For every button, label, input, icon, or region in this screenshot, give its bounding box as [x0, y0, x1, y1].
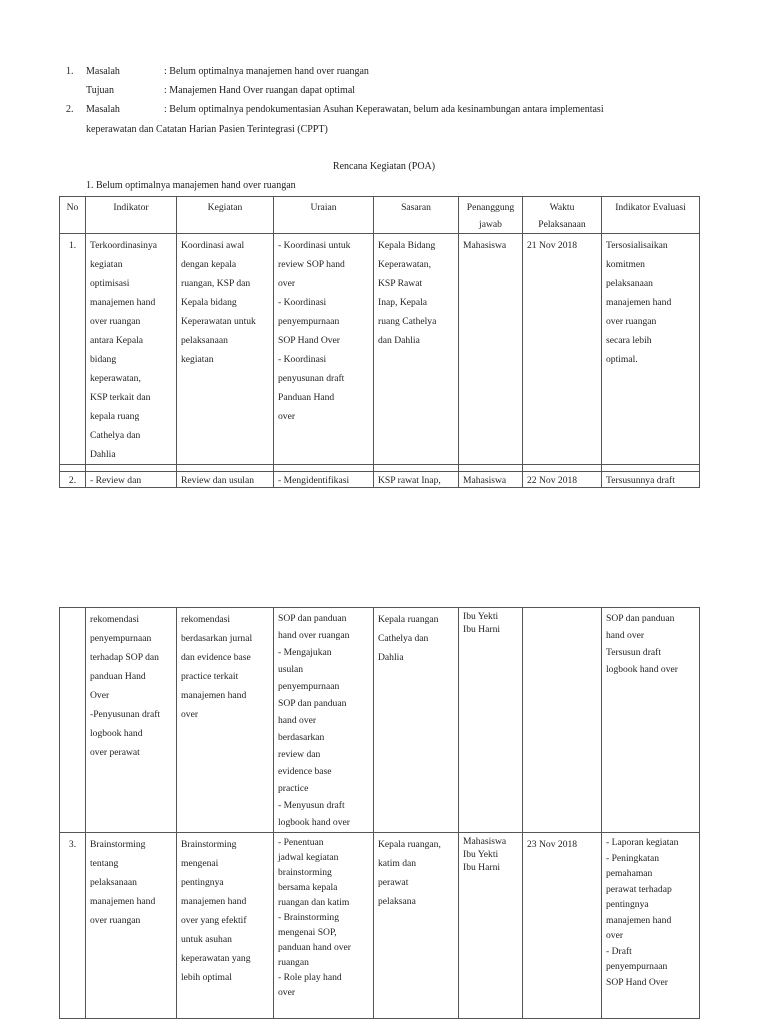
intro-text-1: : Belum optimalnya manajemen hand over ruangan [164, 66, 369, 77]
poa-table-part-1 [59, 196, 700, 488]
cell-no [60, 608, 86, 833]
cell-no: 1. [60, 234, 86, 465]
cell-indikator: - Review dan [86, 472, 177, 488]
cell-waktu [523, 608, 602, 833]
cell-sasaran: Kepala ruangan Cathelya dan Dahlia [374, 608, 459, 833]
intro-label-3: Masalah [86, 104, 120, 115]
cell-uraian: SOP dan panduan hand over ruangan - Mengajukan usulan penyempurnaan SOP dan panduan hand over berdasarkan review dan evidence base practice - Menyusun draft logbook hand over [274, 608, 374, 833]
cell-penanggung-jawab: Ibu Yekti Ibu Harni [459, 608, 523, 833]
cell-no: 2. [60, 472, 86, 488]
cell-sasaran: Kepala ruangan, katim dan perawat pelaksana [374, 833, 459, 1019]
cell-kegiatan: rekomendasi berdasarkan jurnal dan evidence base practice terkait manajemen hand over [177, 608, 274, 833]
section-heading-1: 1. Belum optimalnya manajemen hand over ruangan [86, 180, 296, 191]
header-indikator-evaluasi: Indikator Evaluasi [602, 197, 700, 234]
intro-num-1: 1. [66, 66, 74, 77]
header-waktu: Waktu Pelaksanaan [523, 197, 602, 234]
header-sasaran: Sasaran [374, 197, 459, 234]
cell-penanggung-jawab: Mahasiswa [459, 472, 523, 488]
cell-kegiatan: Review dan usulan [177, 472, 274, 488]
cell-penanggung-jawab: Mahasiswa [459, 234, 523, 465]
cell-sasaran: KSP rawat Inap, [374, 472, 459, 488]
poa-title: Rencana Kegiatan (POA) [332, 161, 436, 172]
cell-penanggung-jawab: Mahasiswa Ibu Yekti Ibu Harni [459, 833, 523, 1019]
cell-no: 3. [60, 833, 86, 1019]
table-spacer-row [60, 465, 700, 472]
intro-num-3: 2. [66, 104, 74, 115]
table-row [60, 608, 700, 833]
cell-uraian: - Mengidentifikasi [274, 472, 374, 488]
cell-indikator: Brainstorming tentang pelaksanaan manajemen hand over ruangan [86, 833, 177, 1019]
intro-continuation: keperawatan dan Catatan Harian Pasien Terintegrasi (CPPT) [86, 124, 328, 135]
header-indikator: Indikator [86, 197, 177, 234]
header-penanggung-jawab: Penanggung jawab [459, 197, 523, 234]
header-kegiatan: Kegiatan [177, 197, 274, 234]
cell-kegiatan: Brainstorming mengenai pentingnya manajemen hand over yang efektif untuk asuhan keperawatan yang lebih optimal [177, 833, 274, 1019]
table-row [60, 472, 700, 488]
intro-text-2: : Manajemen Hand Over ruangan dapat optimal [164, 85, 356, 96]
cell-indikator-evaluasi: SOP dan panduan hand over Tersusun draft logbook hand over [602, 608, 700, 833]
table-row [60, 234, 700, 465]
cell-waktu: 21 Nov 2018 [523, 234, 602, 465]
cell-waktu: 22 Nov 2018 [523, 472, 602, 488]
cell-indikator-evaluasi: Tersosialisaikan komitmen pelaksanaan manajemen hand over ruangan secara lebih optimal. [602, 234, 700, 465]
cell-waktu: 23 Nov 2018 [523, 833, 602, 1019]
header-no: No [60, 197, 86, 234]
cell-uraian: - Koordinasi untuk review SOP hand over - Koordinasi penyempurnaan SOP Hand Over - Koordinasi penyusunan draft Panduan Hand over [274, 234, 374, 465]
cell-indikator-evaluasi: Tersusunnya draft [602, 472, 700, 488]
cell-indikator-evaluasi: - Laporan kegiatan - Peningkatan pemahaman perawat terhadap pentingnya manajemen hand over - Draft penyempurnaan SOP Hand Over [602, 833, 700, 1019]
cell-indikator: Terkoordinasinya kegiatan optimisasi manajemen hand over ruangan antara Kepala bidang keperawatan, KSP terkait dan kepala ruang Cathelya dan Dahlia [86, 234, 177, 465]
intro-text-3: : Belum optimalnya pendokumentasian Asuhan Keperawatan, belum ada kesinambungan antara implementasi [164, 104, 604, 115]
poa-table-part-2 [59, 607, 700, 1019]
table-row [60, 833, 700, 1019]
cell-indikator: rekomendasi penyempurnaan terhadap SOP dan panduan Hand Over -Penyusunan draft logbook hand over perawat [86, 608, 177, 833]
intro-label-2: Tujuan [86, 85, 114, 96]
cell-kegiatan: Koordinasi awal dengan kepala ruangan, KSP dan Kepala bidang Keperawatan untuk pelaksanaan kegiatan [177, 234, 274, 465]
intro-label-1: Masalah [86, 66, 120, 77]
cell-sasaran: Kepala Bidang Keperawatan, KSP Rawat Inap, Kepala ruang Cathelya dan Dahlia [374, 234, 459, 465]
cell-uraian: - Penentuan jadwal kegiatan brainstorming bersama kepala ruangan dan katim - Brainstorming mengenai SOP, panduan hand over ruangan - Role play hand over [274, 833, 374, 1019]
header-uraian: Uraian [274, 197, 374, 234]
table-header-row [60, 197, 700, 234]
